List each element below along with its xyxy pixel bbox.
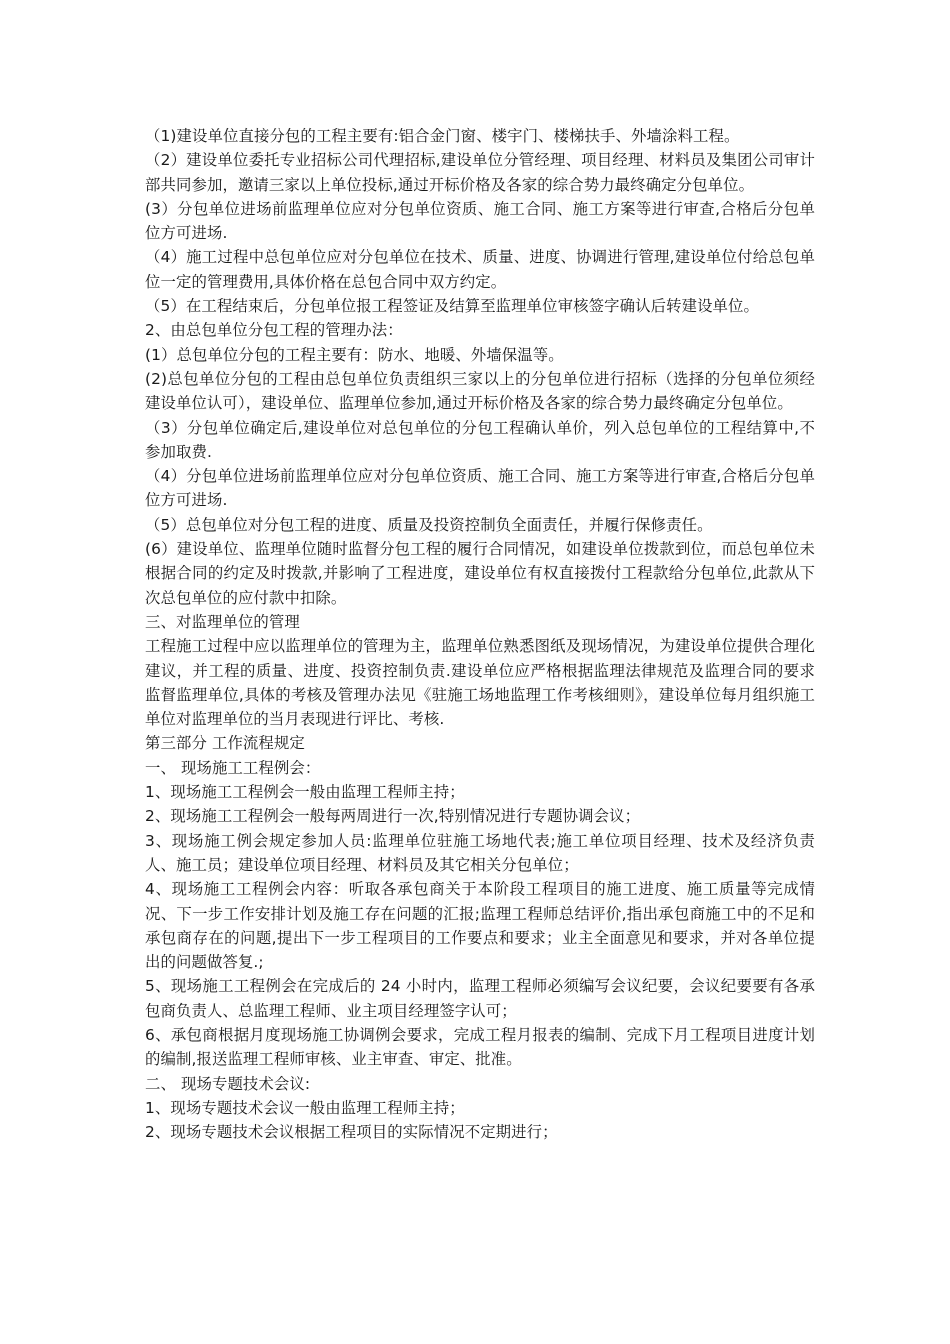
paragraph: 2、现场专题技术会议根据工程项目的实际情况不定期进行； — [145, 1123, 558, 1142]
paragraph: 3、现场施工例会规定参加人员:监理单位驻施工场地代表;施工单位项目经理、技术及经济负责人、施工员；建设单位项目经理、材料员及其它相关分包单位； — [145, 831, 815, 874]
paragraph: （4）分包单位进场前监理单位应对分包单位资质、施工合同、施工方案等进行审查,合格后分包单位方可进场. — [145, 467, 815, 510]
paragraph: 5、现场施工工程例会在完成后的 24 小时内，监理工程师必须编写会议纪要，会议纪要要有各承包商负责人、总监理工程师、业主项目经理签字认可； — [145, 977, 815, 1020]
paragraph: (1）总包单位分包的工程主要有：防水、地暖、外墙保温等。 — [145, 345, 564, 364]
paragraph: 1、现场专题技术会议一般由监理工程师主持； — [145, 1098, 465, 1117]
part-heading: 第三部分 工作流程规定 — [145, 734, 305, 753]
document-body — [145, 124, 815, 1144]
paragraph: (2)总包单位分包的工程由总包单位负责组织三家以上的分包单位进行招标（选择的分包单位须经建设单位认可），建设单位、监理单位参加,通过开标价格及各家的综合势力最终确定分包单位。 — [145, 369, 815, 413]
paragraph: 2、现场施工工程例会一般每两周进行一次,特别情况进行专题协调会议； — [145, 807, 641, 826]
paragraph: （1)建设单位直接分包的工程主要有:铝合金门窗、楼宇门、楼梯扶手、外墙涂料工程。 — [145, 127, 740, 145]
paragraph: （5）在工程结束后，分包单位报工程签证及结算至监理单位审核签字确认后转建设单位。 — [145, 297, 760, 316]
section-heading: 三、对监理单位的管理 — [145, 612, 300, 631]
paragraph: 1、现场施工工程例会一般由监理工程师主持； — [145, 783, 465, 802]
section-heading: 二、 现场专题技术会议: — [145, 1074, 311, 1093]
paragraph: (3）分包单位进场前监理单位应对分包单位资质、施工合同、施工方案等进行审查,合格后分包单位方可进场. — [145, 199, 815, 243]
paragraph: （2）建设单位委托专业招标公司代理招标,建设单位分管经理、项目经理、材料员及集团公司审计部共同参加，邀请三家以上单位投标,通过开标价格及各家的综合势力最终确定分包单位。 — [145, 151, 815, 194]
paragraph: 工程施工过程中应以监理单位的管理为主，监理单位熟悉图纸及现场情况，为建设单位提供合理化建议，并工程的质量、进度、投资控制负责.建设单位应严格根据监理法律规范及监理合同的要求监督监理单位,具体的考核及管理办法见《驻施工场地监理工作考核细则》，建设单位每月组织施工单位对监理单位的当月表现进行评比、考核. — [145, 637, 815, 729]
paragraph: （5）总包单位对分包工程的进度、质量及投资控制负全面责任，并履行保修责任。 — [145, 515, 713, 534]
paragraph: （4）施工过程中总包单位应对分包单位在技术、质量、进度、协调进行管理,建设单位付给总包单位一定的管理费用,具体价格在总包合同中双方约定。 — [145, 248, 815, 291]
paragraph: （3）分包单位确定后,建设单位对总包单位的分包工程确认单价，列入总包单位的工程结算中,不参加取费. — [145, 418, 815, 461]
section-heading: 一、 现场施工工程例会： — [145, 758, 321, 777]
section-heading: 2、由总包单位分包工程的管理办法： — [145, 321, 403, 340]
paragraph: 6、承包商根据月度现场施工协调例会要求，完成工程月报表的编制、完成下月工程项目进度计划的编制,报送监理工程师审核、业主审查、审定、批准。 — [145, 1025, 815, 1069]
paragraph: (6）建设单位、监理单位随时监督分包工程的履行合同情况，如建设单位拨款到位，而总包单位未根据合同的约定及时拨款,并影响了工程进度，建设单位有权直接拨付工程款给分包单位,此款从下次总包单位的应付款中扣除。 — [145, 540, 815, 607]
paragraph: 4、现场施工工程例会内容：听取各承包商关于本阶段工程项目的施工进度、施工质量等完成情况、下一步工作安排计划及施工存在问题的汇报;监理工程师总结评价,指出承包商施工中的不足和承包商存在的问题,提出下一步工程项目的工作要点和要求；业主全面意见和要求，并对各单位提出的问题做答复.; — [145, 880, 815, 972]
